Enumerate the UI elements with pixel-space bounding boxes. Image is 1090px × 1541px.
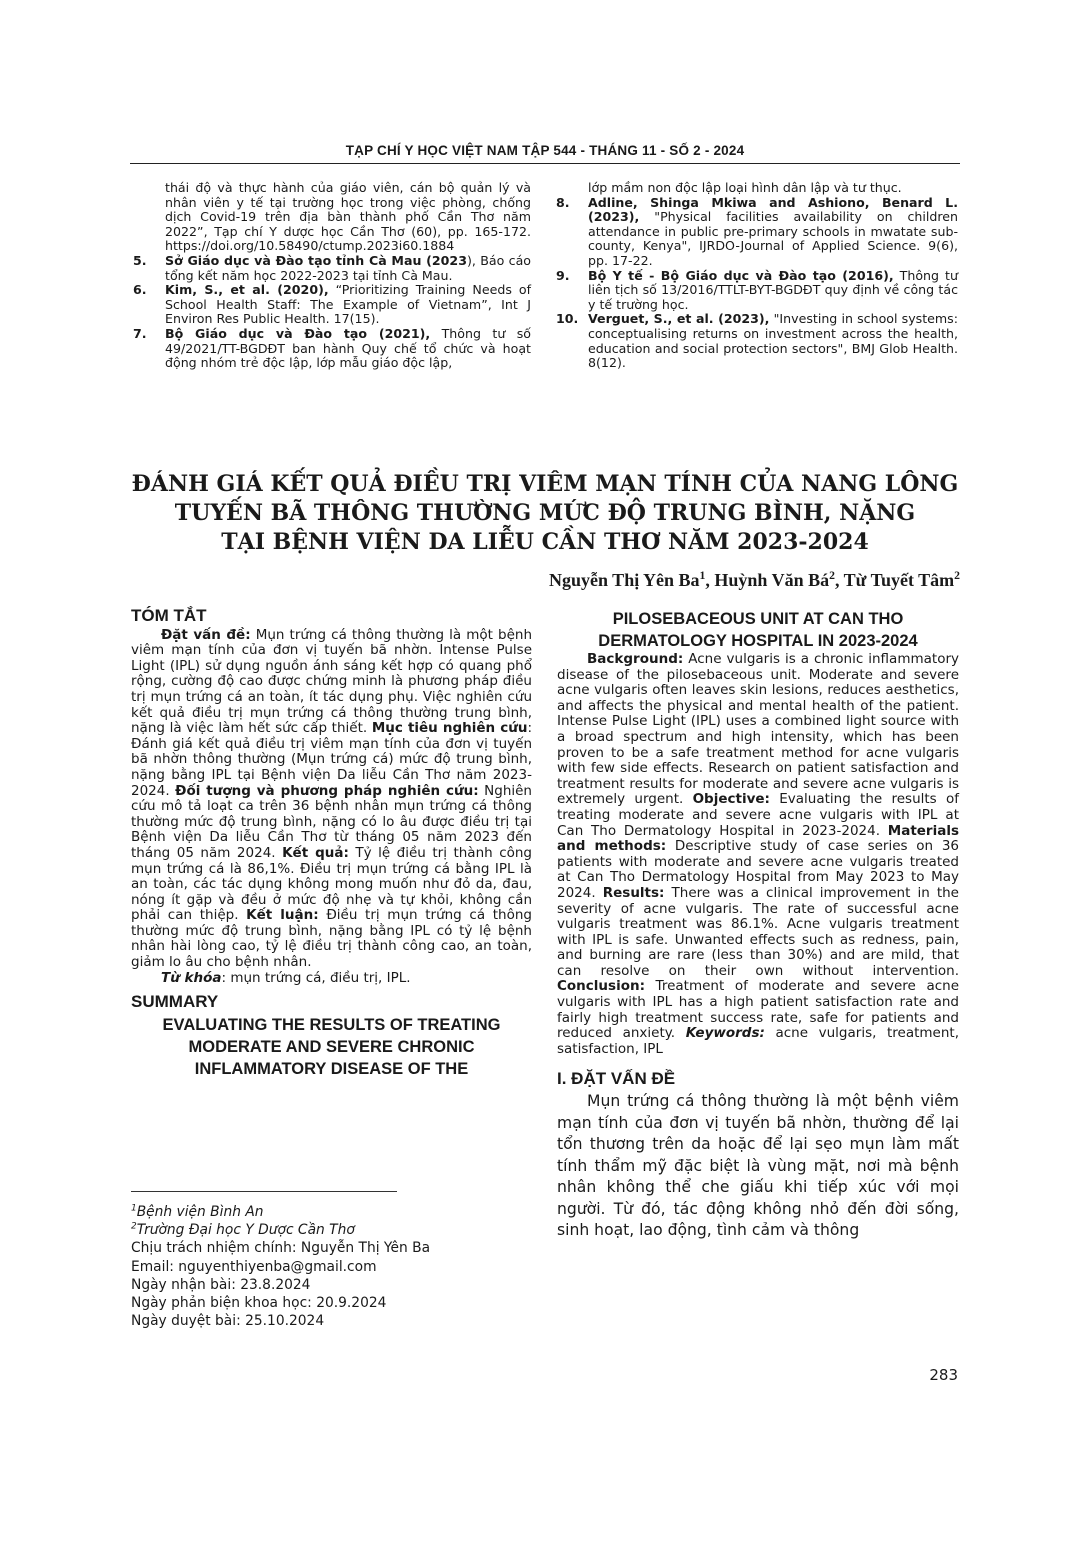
abstract-text: Điều trị mụn trứng cá thông thường mức độ trung bình, nặng bằng IPL có tỷ lệ bệnh nhân hài lòng cao, tỷ lệ điều trị thành công cao, an toàn, giảm lo âu cho bệnh nhân.	[131, 907, 532, 971]
abstract-label: Kết quả:	[282, 844, 349, 861]
abstract-vietnamese	[131, 628, 532, 971]
footnote-affiliation-1	[131, 1203, 532, 1221]
summary-title-line: MODERATE AND SEVERE CHRONIC	[188, 1037, 475, 1056]
abstract-text: : Đánh giá kết quả điều trị viêm mạn tính của đơn vị tuyến bã nhờn thông thường (Mụn trứng cá) mức độ trung bình, nặng bằng IPL tại Bệnh viện Da liễu Cần Thơ năm 2023-2024.	[131, 720, 532, 799]
abstract-english	[557, 652, 959, 1057]
abstract-text: Evaluating the results of treating moderate and severe acne vulgaris with IPL at Can Tho Dermatology Hospital in 2023-2024.	[557, 791, 959, 839]
header-rule	[130, 163, 960, 164]
keywords-label: Keywords:	[685, 1025, 765, 1042]
reference-6	[133, 283, 531, 327]
summary-title-line: INFLAMMATORY DISEASE OF THE	[194, 1059, 469, 1078]
reference-10	[556, 312, 958, 370]
reference-author: Bộ Giáo dục và Đào tạo (2021),	[165, 325, 431, 341]
abstract-label: Conclusion:	[557, 978, 645, 995]
journal-header: TẠP CHÍ Y HỌC VIỆT NAM TẬP 544 - THÁNG 11 - SỐ 2 - 2024	[345, 143, 745, 158]
keywords-vietnamese	[131, 971, 532, 987]
reference-7	[133, 327, 531, 371]
reference-number: 9.	[556, 267, 570, 283]
references-left-column	[133, 181, 531, 371]
reference-text: “Prioritizing Training Needs of School Health Staff: The Example of Vietnam”, Int J Environ Res Public Health. 17(15).	[165, 282, 532, 327]
footnote-accepted: Ngày duyệt bài: 25.10.2024	[131, 1313, 325, 1330]
title-line: ĐÁNH GIÁ KẾT QUẢ ĐIỀU TRỊ VIÊM MẠN TÍNH CỦA NANG LÔNG	[131, 471, 959, 497]
left-column	[131, 608, 532, 1080]
footnote-rule	[131, 1191, 397, 1192]
references-right-column	[556, 181, 958, 371]
reference-number: 8.	[556, 194, 570, 210]
keywords-text: : mụn trứng cá, điều trị, IPL.	[221, 969, 411, 986]
author-name: , Huỳnh Văn Bá	[705, 570, 830, 590]
reference-text: ), Báo cáo tổng kết năm học 2022-2023 tại tỉnh Cà Mau.	[165, 252, 531, 283]
section-heading-introduction: I. ĐẶT VẤN ĐỀ	[557, 1069, 676, 1089]
footnotes	[131, 1203, 532, 1330]
keywords-text: acne vulgaris, treatment, satisfaction, IPL	[557, 1025, 960, 1057]
reference-author: Bộ Y tế - Bộ Giáo dục và Đào tạo (2016),	[588, 267, 894, 283]
affiliation-marker: 2	[829, 569, 835, 582]
affiliation-marker: 1	[131, 1203, 137, 1214]
author-name: , Từ Tuyết Tâm	[834, 570, 955, 590]
reference-text: "Physical facilities availability on children attendance in public pre-primary schools in mwatate sub-county, Kenya", IJRDO-Journal of Applied Science. 9(6), pp. 17-22.	[588, 209, 958, 268]
summary-title-line: PILOSEBACEOUS UNIT AT CAN THO	[612, 610, 904, 628]
abstract-label: Background:	[587, 651, 684, 667]
summary-title-line: DERMATOLOGY HOSPITAL IN 2023-2024	[598, 632, 918, 650]
reference-number: 5.	[133, 252, 147, 268]
page-number: 283	[929, 1366, 958, 1384]
abstract-text: Tỷ lệ điều trị thành công mụn trứng cá là 86,1%. Điều trị mụn trứng cá bằng IPL là an toàn, các tác dụng không mong muốn như đỏ da, đau, nóng ít gặp và đều ở mức độ nhẹ và tự khỏi, không cần phải can thiệp.	[131, 844, 533, 924]
abstract-label: Mục tiêu nghiên cứu	[371, 720, 528, 737]
reference-text: Thông tư liên tịch số 13/2016/TTLT-BYT-BGDĐT quy định về công tác y tế trường học.	[588, 267, 958, 312]
reference-9	[556, 269, 958, 313]
abstract-text: Descriptive study of case series on 36 patients with moderate and severe acne vulgaris treated at Can Tho Dermatology Hospital from May 2023 to May 2024.	[557, 838, 959, 901]
affiliation-text: Bệnh viện Bình An	[136, 1204, 264, 1220]
article-title	[120, 470, 970, 557]
footnote-email: Email: nguyenthiyenba@gmail.com	[131, 1258, 377, 1275]
reference-text: "Investing in school systems: conceptualising returns on investment across the health, education and social protection sectors", BMJ Glob Health. 8(12).	[588, 311, 958, 371]
summary-title	[131, 1014, 532, 1080]
summary-heading: SUMMARY	[131, 992, 219, 1012]
footnote-corresponding: Chịu trách nhiệm chính: Nguyễn Thị Yên Ba	[131, 1240, 431, 1257]
reference-author: Verguet, S., et al. (2023),	[588, 311, 770, 327]
abstract-text: Nghiên cứu mô tả loạt ca trên 36 bệnh nhân mụn trứng cá thông thường mức độ trung bình, nặng có lo âu được điều trị tại Bệnh viện Da liễu Cần Thơ từ tháng 05 năm 2023 đến tháng 05 năm 2024.	[131, 782, 532, 861]
abstract-label: Kết luận:	[246, 907, 319, 924]
reference-8	[556, 196, 958, 269]
reference-author: Adline, Shinga Mkiwa and Ashiono, Benard L. (2023),	[588, 194, 958, 225]
summary-title-continued	[557, 608, 959, 652]
abstract-heading: TÓM TẮT	[131, 606, 207, 625]
abstract-label: Đặt vấn đề:	[161, 626, 251, 643]
author-list	[549, 570, 960, 591]
footnote-received: Ngày nhận bài: 23.8.2024	[131, 1276, 311, 1293]
reference-author: Sở Giáo dục và Đào tạo tỉnh Cà Mau (2023	[165, 252, 467, 268]
abstract-label: Results:	[602, 884, 665, 901]
affiliation-marker: 2	[954, 569, 960, 582]
footnote-affiliation-2	[131, 1221, 532, 1239]
affiliation-text: Trường Đại học Y Dược Cần Thơ	[136, 1222, 355, 1239]
summary-title-line: EVALUATING THE RESULTS OF TREATING	[162, 1015, 501, 1034]
affiliation-marker: 1	[699, 569, 706, 582]
reference-continuation: thái độ và thực hành của giáo viên, cán bộ quản lý và nhân viên y tế tại trường học trong việc phòng, chống dịch Covid-19 trên địa bàn thành phố Cần Thơ năm 2022”, Tạp chí Y dược học Cần Thơ (60), pp. 165-172. https://doi.org/10.58490/ctump.2023i60.1884	[165, 180, 531, 254]
abstract-label: Objective:	[692, 791, 770, 808]
reference-author: Kim, S., et al. (2020),	[165, 282, 329, 298]
right-column	[557, 608, 959, 1242]
abstract-text: Treatment of moderate and severe acne vulgaris with IPL has a high patient satisfaction rate and fairly high treatment success rate, safe for patients and reduced anxiety.	[557, 978, 959, 1042]
abstract-text: There was a clinical improvement in the severity of acne vulgaris. The rate of successful acne vulgaris treatment was 86.1%. Acne vulgaris treatment with IPL is safe. Unwanted effects such as redness, pain, and burning are rare (less than 30%) and are mild, that can resolve on their own without intervention.	[557, 884, 959, 979]
footnote-reviewed: Ngày phản biện khoa học: 20.9.2024	[131, 1295, 387, 1312]
keywords-label: Từ khóa	[161, 969, 222, 986]
abstract-text: Acne vulgaris is a chronic inflammatory disease of the pilosebaceous unit. Moderate and severe acne vulgaris often leaves skin lesions, reduces aesthetics, and affects the physical and mental health of the patient. Intense Pulse Light (IPL) uses a combined light source with a broad spectrum and high intensity, which has been proven to be a safe treatment method for acne vulgaris with few side effects. Research on patient satisfaction and treatment results for moderate and severe acne vulgaris is extremely urgent.	[557, 651, 959, 808]
affiliation-marker: 2	[131, 1221, 137, 1232]
abstract-label: Materials and methods:	[557, 822, 959, 855]
author-name: Nguyễn Thị Yên Ba	[549, 570, 700, 590]
reference-number: 6.	[133, 282, 147, 298]
title-line: TẠI BỆNH VIỆN DA LIỄU CẦN THƠ NĂM 2023-2024	[221, 529, 869, 555]
reference-continuation: lớp mầm non độc lập loại hình dân lập và tư thục.	[588, 180, 902, 195]
abstract-label: Đối tượng và phương pháp nghiên cứu:	[175, 782, 479, 799]
introduction-text: Mụn trứng cá thông thường là một bệnh viêm mạn tính của đơn vị tuyến bã nhờn, thường để lại tổn thương trên da hoặc để lại sẹo mụn làm mất tính thẩm mỹ đặc biệt là vùng mặt, nơi mà bệnh nhân không thể che giấu khi tiếp xúc với mọi người. Từ đó, tác động không nhỏ đến đời sống, sinh hoạt, lao động, tình cảm và thông	[557, 1092, 959, 1240]
abstract-text: Mụn trứng cá thông thường là một bệnh viêm mạn tính của đơn vị tuyến bã nhờn. Intense Pulse Light (IPL) sử dụng nguồn ánh sáng kết hợp có quang phổ rộng, cường độ cao được chứng minh là phương pháp điều trị mụn trứng cá an toàn, ít tác dụng phụ. Việc nghiên cứu kết quả điều trị mụn trứng cá thông thường trung bình, nặng là việc làm hết sức cấp thiết.	[131, 626, 532, 737]
reference-5	[133, 254, 531, 283]
reference-text: Thông tư số 49/2021/TT-BGDĐT ban hành Quy chế tổ chức và hoạt động nhóm trẻ độc lập, lớp mẫu giáo độc lập,	[165, 325, 531, 371]
title-line: TUYẾN BÃ THÔNG THƯỜNG MỨC ĐỘ TRUNG BÌNH, NẶNG	[174, 500, 916, 526]
reference-number: 7.	[133, 325, 147, 341]
reference-number: 10.	[556, 311, 579, 327]
